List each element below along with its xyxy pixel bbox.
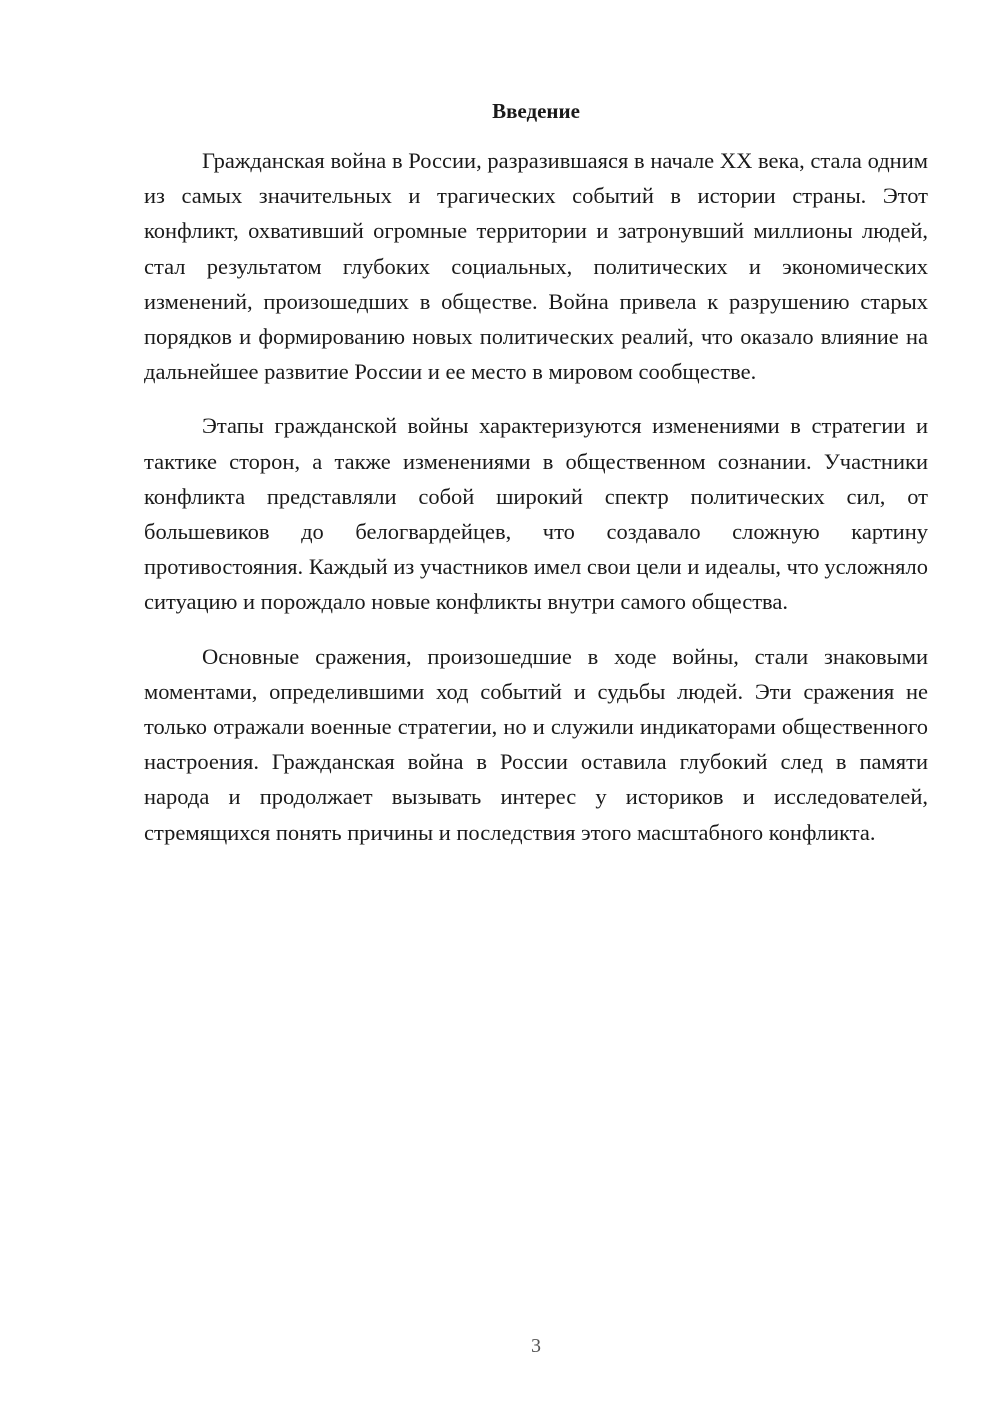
page-number: 3 (531, 1335, 541, 1357)
paragraph-2: Этапы гражданской войны характеризуются изменениями в стратегии и тактике сторон, а также изменениями в общественном сознании. Участники конфликта представляли собой широкий спектр политических сил, от большевиков до белогвардейцев, что создавало сложную картину противостояния. Каждый из участников имел свои цели и идеалы, что усложняло ситуацию и порождало новые конфликты внутри самого общества. (144, 413, 928, 615)
section-heading: Введение (492, 99, 580, 123)
paragraph-1: Гражданская война в России, разразившаяся в начале XX века, стала одним из самых значительных и трагических событий в истории страны. Этот конфликт, охвативший огромные территории и затронувший миллионы людей, стал результатом глубоких социальных, политических и экономических изменений, произошедших в обществе. Война привела к разрушению старых порядков и формированию новых политических реалий, что оказало влияние на дальнейшее развитие России и ее место в мировом сообществе. (144, 148, 928, 385)
body-text (144, 143, 928, 869)
paragraph-3: Основные сражения, произошедшие в ходе войны, стали знаковыми моментами, определившими ход событий и судьбы людей. Эти сражения не только отражали военные стратегии, но и служили индикаторами общественного настроения. Гражданская война в России оставила глубокий след в памяти народа и продолжает вызывать интерес у историков и исследователей, стремящихся понять причины и последствия этого масштабного конфликта. (144, 643, 928, 845)
